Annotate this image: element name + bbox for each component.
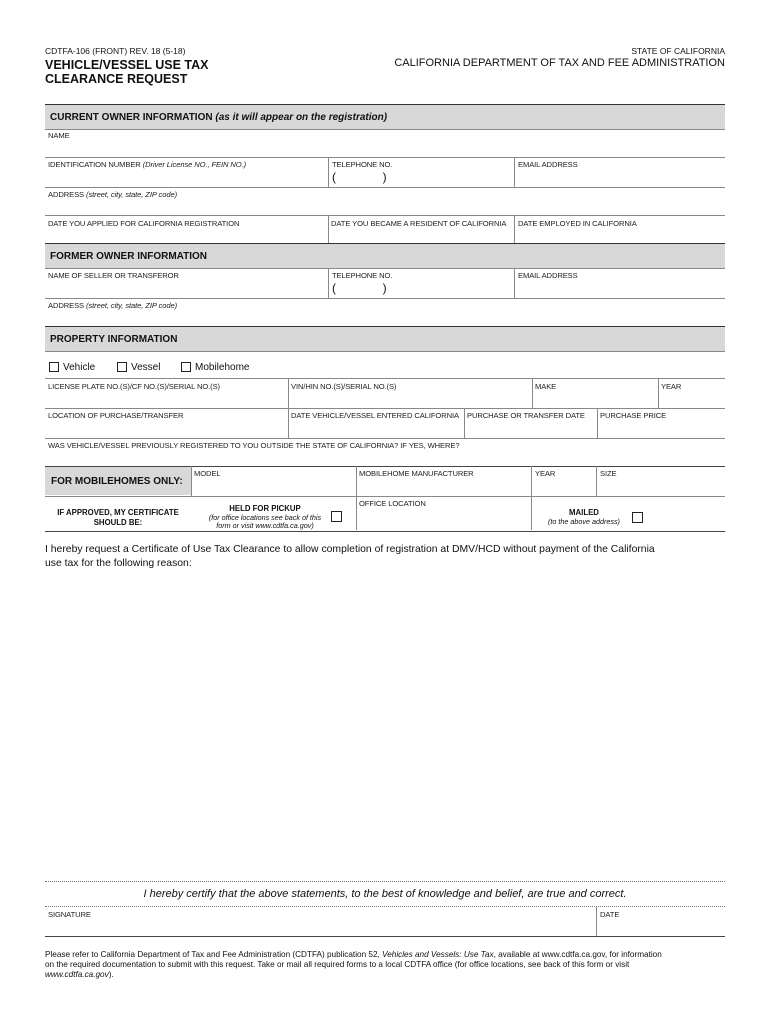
form-title-line2: CLEARANCE REQUEST xyxy=(45,72,188,86)
owner-telephone-label: TELEPHONE NO. xyxy=(332,160,393,169)
vin-label: VIN/HIN NO.(S)/SERIAL NO.(S) xyxy=(291,382,397,391)
if-approved-line1: IF APPROVED, MY CERTIFICATE xyxy=(57,508,179,517)
seller-address-label: ADDRESS (street, city, state, ZIP code) xyxy=(48,301,178,310)
current-owner-heading: CURRENT OWNER INFORMATION xyxy=(50,112,213,123)
current-owner-heading-note: (as it will appear on the registration) xyxy=(215,112,388,123)
vehicle-option-label: Vehicle xyxy=(63,362,96,373)
seller-phone-parens: ( ) xyxy=(332,281,387,295)
seller-telephone-label: TELEPHONE NO. xyxy=(332,271,393,280)
seller-email-label: EMAIL ADDRESS xyxy=(518,271,578,280)
request-line2: use tax for the following reason: xyxy=(45,558,192,569)
manufacturer-label: MOBILEHOME MANUFACTURER xyxy=(359,469,474,478)
mobilehome-option-label: Mobilehome xyxy=(195,362,250,373)
date-resident-label: DATE YOU BECAME A RESIDENT OF CALIFORNIA xyxy=(331,219,507,228)
held-pickup-note-1: (for office locations see back of this xyxy=(208,513,322,522)
owner-email-label: EMAIL ADDRESS xyxy=(518,160,578,169)
current-owner-header xyxy=(45,104,725,130)
date-applied-label: DATE YOU APPLIED FOR CALIFORNIA REGISTRATION xyxy=(48,219,240,228)
license-plate-label: LICENSE PLATE NO.(S)/CF NO.(S)/SERIAL NO.(S) xyxy=(48,382,220,391)
id-number-label: IDENTIFICATION NUMBER (Driver License NO., FEIN NO.) xyxy=(48,160,247,169)
form-title-line1: VEHICLE/VESSEL USE TAX xyxy=(45,58,209,72)
mobilehome-heading: FOR MOBILEHOMES ONLY: xyxy=(51,476,183,487)
mobilehome-checkbox[interactable] xyxy=(181,362,191,372)
owner-address-label: ADDRESS (street, city, state, ZIP code) xyxy=(48,190,178,199)
footer-line1: Please refer to California Department of Tax and Fee Administration (CDTFA) publication 52, Vehicles and Vessels: Use Tax, available at www.cdtfa.ca.gov, for information xyxy=(45,950,662,959)
former-owner-heading: FORMER OWNER INFORMATION xyxy=(50,251,208,262)
mailed-note: (to the above address) xyxy=(548,517,620,526)
purchase-date-label: PURCHASE OR TRANSFER DATE xyxy=(467,411,585,420)
purchase-price-label: PURCHASE PRICE xyxy=(600,411,667,420)
date-employed-label: DATE EMPLOYED IN CALIFORNIA xyxy=(518,219,637,228)
state-label: STATE OF CALIFORNIA xyxy=(631,46,725,56)
location-label: LOCATION OF PURCHASE/TRANSFER xyxy=(48,411,184,420)
former-owner-header xyxy=(45,243,725,269)
signature-field[interactable] xyxy=(45,907,596,935)
held-pickup-note-2: form or visit www.cdtfa.ca.gov) xyxy=(216,521,314,530)
owner-name-field[interactable] xyxy=(45,129,725,156)
held-pickup-checkbox[interactable] xyxy=(331,511,342,522)
certify-statement: I hereby certify that the above statements, to the best of knowledge and belief, are true and correct. xyxy=(143,888,627,900)
mh-year-label: YEAR xyxy=(535,469,556,478)
size-label: SIZE xyxy=(600,469,617,478)
vessel-checkbox[interactable] xyxy=(117,362,127,372)
form-id: CDTFA-106 (FRONT) REV. 18 (5-18) xyxy=(45,46,186,56)
vehicle-checkbox[interactable] xyxy=(49,362,59,372)
cdtfa-website-link[interactable]: www.cdtfa.ca.gov xyxy=(45,970,109,979)
vessel-option-label: Vessel xyxy=(131,362,161,373)
footer-line2: on the required documentation to submit with this request. Take or mail all required forms to a local CDTFA office (for office locations, see back of this form or visit xyxy=(45,960,630,969)
year-label: YEAR xyxy=(661,382,682,391)
held-pickup-label: HELD FOR PICKUP xyxy=(229,504,301,513)
signature-label: SIGNATURE xyxy=(48,910,91,919)
publication-title: Vehicles and Vessels: Use Tax xyxy=(382,950,494,959)
mailed-checkbox[interactable] xyxy=(632,512,643,523)
date-label: DATE xyxy=(600,910,620,919)
seller-name-label: NAME OF SELLER OR TRANSFEROR xyxy=(48,271,179,280)
office-location-label: OFFICE LOCATION xyxy=(359,499,426,508)
mailed-label: MAILED xyxy=(569,508,599,517)
property-header xyxy=(45,326,725,352)
owner-phone-parens: ( ) xyxy=(332,170,387,184)
make-label: MAKE xyxy=(535,382,557,391)
footer-line3: www.cdtfa.ca.gov). xyxy=(45,970,114,979)
date-entered-label: DATE VEHICLE/VESSEL ENTERED CALIFORNIA xyxy=(291,411,459,420)
model-label: MODEL xyxy=(194,469,221,478)
owner-name-label: NAME xyxy=(48,131,70,140)
if-approved-line2: SHOULD BE: xyxy=(93,518,143,527)
prev-registered-label: WAS VEHICLE/VESSEL PREVIOUSLY REGISTERED TO YOU OUTSIDE THE STATE OF CALIFORNIA? IF YES, WHERE? xyxy=(48,441,460,450)
property-heading: PROPERTY INFORMATION xyxy=(50,334,178,345)
reason-textarea[interactable] xyxy=(45,573,725,878)
agency-name: CALIFORNIA DEPARTMENT OF TAX AND FEE ADMINISTRATION xyxy=(394,57,725,69)
request-line1: I hereby request a Certificate of Use Tax Clearance to allow completion of registration at DMV/HCD without payment of the California xyxy=(45,544,655,555)
